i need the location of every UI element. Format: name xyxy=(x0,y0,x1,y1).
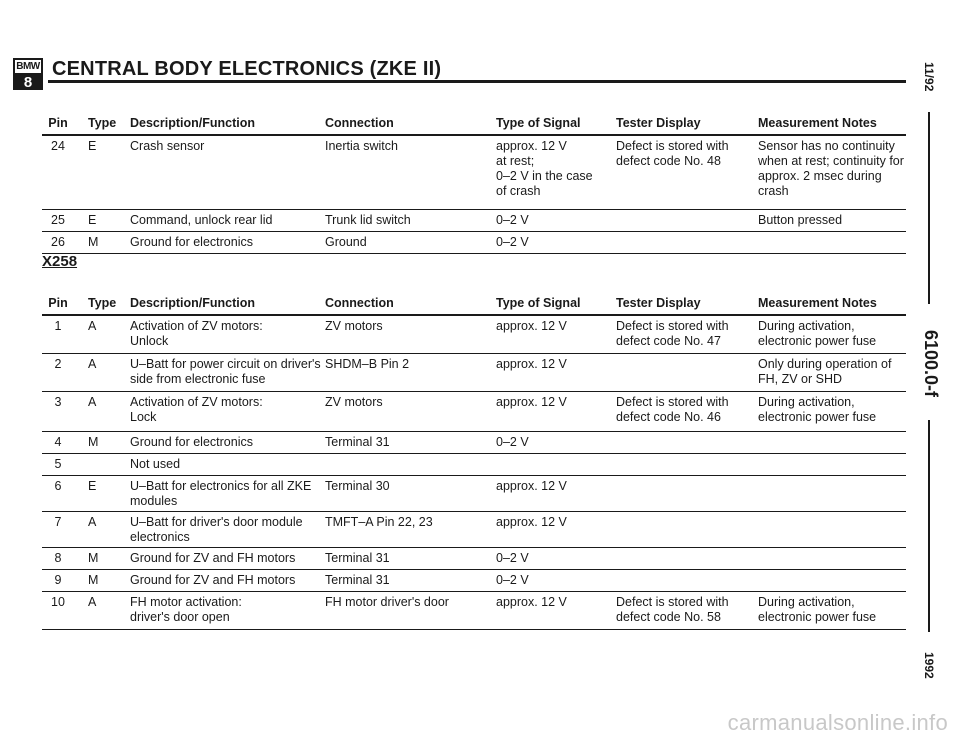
table-row xyxy=(42,232,906,254)
column-header-type: Type xyxy=(88,296,117,310)
cell-pin: 24 xyxy=(51,139,65,153)
side-page-number: 6100.0-f xyxy=(921,330,941,398)
cell-signal: approx. 12 V xyxy=(496,595,567,609)
cell-measurement-notes: Only during operation of FH, ZV or SHD xyxy=(758,357,892,386)
column-header-measurement-notes: Measurement Notes xyxy=(758,116,877,130)
column-header-pin: Pin xyxy=(48,116,68,130)
side-year: 1992 xyxy=(922,652,936,679)
cell-type: A xyxy=(88,319,97,333)
table-row xyxy=(42,316,906,354)
column-header-description: Description/Function xyxy=(130,296,255,310)
cell-connection: Terminal 30 xyxy=(325,479,390,493)
cell-pin: 4 xyxy=(54,435,62,449)
column-header-measurement-notes: Measurement Notes xyxy=(758,296,877,310)
cell-pin: 6 xyxy=(54,479,62,493)
column-header-description: Description/Function xyxy=(130,116,255,130)
side-rule-1 xyxy=(928,112,930,304)
column-header-signal: Type of Signal xyxy=(496,116,581,130)
cell-type: M xyxy=(88,551,99,565)
column-header-connection: Connection xyxy=(325,296,394,310)
cell-description: Ground for electronics xyxy=(130,235,253,249)
cell-tester-display: Defect is stored with defect code No. 46 xyxy=(616,395,729,424)
cell-pin: 1 xyxy=(54,319,62,333)
title-rule xyxy=(48,80,906,83)
cell-connection: Terminal 31 xyxy=(325,435,390,449)
cell-pin: 10 xyxy=(51,595,65,609)
pin-table-x258 xyxy=(42,292,906,630)
cell-description: Ground for electronics xyxy=(130,435,253,449)
table-row xyxy=(42,548,906,570)
cell-connection: Terminal 31 xyxy=(325,551,390,565)
cell-description: Not used xyxy=(130,457,181,471)
connector-title: X258 xyxy=(42,253,78,270)
cell-description: Command, unlock rear lid xyxy=(130,213,273,227)
cell-signal: approx. 12 V xyxy=(496,479,567,493)
cell-type: E xyxy=(88,479,97,493)
cell-description: Activation of ZV motors: Unlock xyxy=(130,319,263,348)
column-header-type: Type xyxy=(88,116,117,130)
cell-type: A xyxy=(88,595,97,609)
column-header-signal: Type of Signal xyxy=(496,296,581,310)
cell-type: M xyxy=(88,573,99,587)
cell-pin: 9 xyxy=(54,573,62,587)
column-header-pin: Pin xyxy=(48,296,68,310)
cell-connection: Inertia switch xyxy=(325,139,398,153)
watermark: carmanualsonline.info xyxy=(727,710,948,735)
cell-pin: 25 xyxy=(51,213,65,227)
side-rule-2 xyxy=(928,420,930,632)
cell-signal: approx. 12 V xyxy=(496,395,567,409)
cell-description: Ground for ZV and FH motors xyxy=(130,573,296,587)
cell-connection: Ground xyxy=(325,235,367,249)
cell-description: U–Batt for electronics for all ZKE modules xyxy=(130,479,312,508)
table-row xyxy=(42,136,906,210)
page-title: CENTRAL BODY ELECTRONICS (ZKE II) xyxy=(52,58,442,80)
table-row xyxy=(42,512,906,548)
cell-measurement-notes: During activation, electronic power fuse xyxy=(758,595,877,624)
column-header-tester-display: Tester Display xyxy=(616,116,701,130)
cell-tester-display: Defect is stored with defect code No. 48 xyxy=(616,139,729,168)
cell-connection: FH motor driver's door xyxy=(325,595,449,609)
table-row xyxy=(42,476,906,512)
table-row xyxy=(42,432,906,454)
pin-table-1 xyxy=(42,112,906,254)
cell-description: Crash sensor xyxy=(130,139,205,153)
cell-description: Ground for ZV and FH motors xyxy=(130,551,296,565)
cell-connection: ZV motors xyxy=(325,395,383,409)
cell-pin: 2 xyxy=(54,357,62,371)
cell-description: U–Batt for power circuit on driver's side from electronic fuse xyxy=(130,357,321,386)
cell-description: FH motor activation: driver's door open xyxy=(130,595,242,624)
cell-description: Activation of ZV motors: Lock xyxy=(130,395,263,424)
table-header xyxy=(42,112,906,136)
cell-connection: ZV motors xyxy=(325,319,383,333)
cell-type: M xyxy=(88,435,99,449)
cell-signal: 0–2 V xyxy=(496,213,529,227)
cell-measurement-notes: During activation, electronic power fuse xyxy=(758,319,877,348)
table-row xyxy=(42,570,906,592)
bmw-8-logo xyxy=(13,58,43,90)
side-date: 11/92 xyxy=(922,62,936,92)
table-row xyxy=(42,392,906,432)
logo-text: BMW xyxy=(15,60,41,75)
cell-pin: 5 xyxy=(54,457,62,471)
cell-signal: 0–2 V xyxy=(496,551,529,565)
cell-measurement-notes: Button pressed xyxy=(758,213,843,227)
table-row xyxy=(42,454,906,476)
logo-number: 8 xyxy=(15,75,41,90)
cell-type: M xyxy=(88,235,99,249)
cell-type: A xyxy=(88,357,97,371)
cell-signal: approx. 12 V xyxy=(496,357,567,371)
table-header xyxy=(42,292,906,316)
cell-signal: 0–2 V xyxy=(496,573,529,587)
cell-measurement-notes: During activation, electronic power fuse xyxy=(758,395,877,424)
cell-pin: 26 xyxy=(51,235,65,249)
cell-tester-display: Defect is stored with defect code No. 47 xyxy=(616,319,729,348)
cell-type: E xyxy=(88,213,97,227)
cell-signal: approx. 12 V at rest; 0–2 V in the case of crash xyxy=(496,139,593,198)
cell-signal: 0–2 V xyxy=(496,235,529,249)
cell-type: A xyxy=(88,395,97,409)
cell-signal: approx. 12 V xyxy=(496,319,567,333)
cell-signal: 0–2 V xyxy=(496,435,529,449)
table-row xyxy=(42,592,906,630)
cell-connection: Trunk lid switch xyxy=(325,213,411,227)
cell-connection: SHDM–B Pin 2 xyxy=(325,357,410,371)
cell-measurement-notes: Sensor has no continuity when at rest; continuity for approx. 2 msec during crash xyxy=(758,139,904,198)
cell-description: U–Batt for driver's door module electronics xyxy=(130,515,303,544)
cell-signal: approx. 12 V xyxy=(496,515,567,529)
cell-tester-display: Defect is stored with defect code No. 58 xyxy=(616,595,729,624)
cell-connection: Terminal 31 xyxy=(325,573,390,587)
table-row xyxy=(42,210,906,232)
cell-pin: 3 xyxy=(54,395,62,409)
cell-pin: 7 xyxy=(54,515,62,529)
column-header-connection: Connection xyxy=(325,116,394,130)
column-header-tester-display: Tester Display xyxy=(616,296,701,310)
cell-connection: TMFT–A Pin 22, 23 xyxy=(325,515,433,529)
cell-pin: 8 xyxy=(54,551,62,565)
cell-type: E xyxy=(88,139,97,153)
table-row xyxy=(42,354,906,392)
cell-type: A xyxy=(88,515,97,529)
